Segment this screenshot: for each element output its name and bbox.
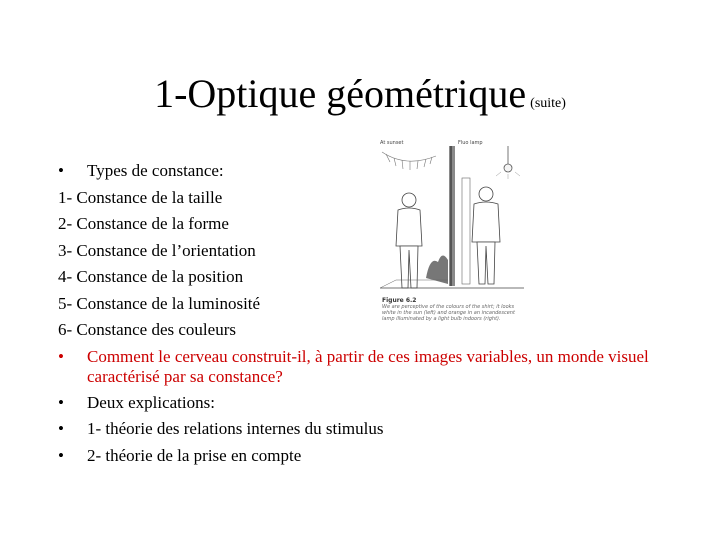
figure-caption-text: We are perceptive of the colours of the shirt; it looks white in the sun (left) and orange in an incandescent lamp illuminated by a light bulb indoors (right). (382, 304, 515, 322)
constancy-item: 2- Constance de la forme (58, 214, 229, 233)
list-item (58, 317, 678, 344)
question-text: Comment le cerveau construit-il, à partir de ces images variables, un monde visuel caractérisé par sa constance? (87, 346, 649, 386)
figure-label-left: At sunset (380, 140, 404, 146)
bullet-icon: • (58, 392, 64, 412)
constancy-intro: Types de constance: (87, 161, 224, 180)
title-main: 1-Optique géométrique (154, 71, 527, 116)
explanation-item: 2- théorie de la prise en compte (87, 445, 302, 465)
list-item (58, 416, 678, 443)
constancy-item: 5- Constance de la luminosité (58, 293, 261, 313)
list-item (58, 158, 678, 185)
list-item (58, 443, 678, 470)
list-item (58, 264, 678, 291)
list-item (58, 390, 678, 417)
list-item (58, 185, 678, 212)
constancy-item: 6- Constance des couleurs (58, 320, 236, 339)
explanations-label: Deux explications: (87, 392, 215, 412)
slide-title (0, 70, 720, 117)
list-item (58, 347, 678, 387)
bullet-icon: • (58, 419, 64, 438)
list-item (58, 291, 678, 318)
constancy-item: 3- Constance de l’orientation (58, 240, 256, 260)
constancy-item: 1- Constance de la taille (58, 187, 223, 207)
title-suffix: (suite) (530, 96, 566, 111)
figure-caption-title: Figure 6.2 (382, 297, 417, 304)
bullet-icon: • (58, 346, 64, 366)
bullet-icon: • (58, 445, 64, 465)
list-item (58, 238, 678, 265)
bullet-icon: • (58, 161, 64, 180)
explanation-item: 1- théorie des relations internes du stimulus (87, 419, 384, 438)
figure-label-right: Fluo lamp (458, 140, 483, 146)
constancy-item: 4- Constance de la position (58, 267, 244, 286)
list-item (58, 211, 678, 238)
slide-body (58, 158, 678, 469)
